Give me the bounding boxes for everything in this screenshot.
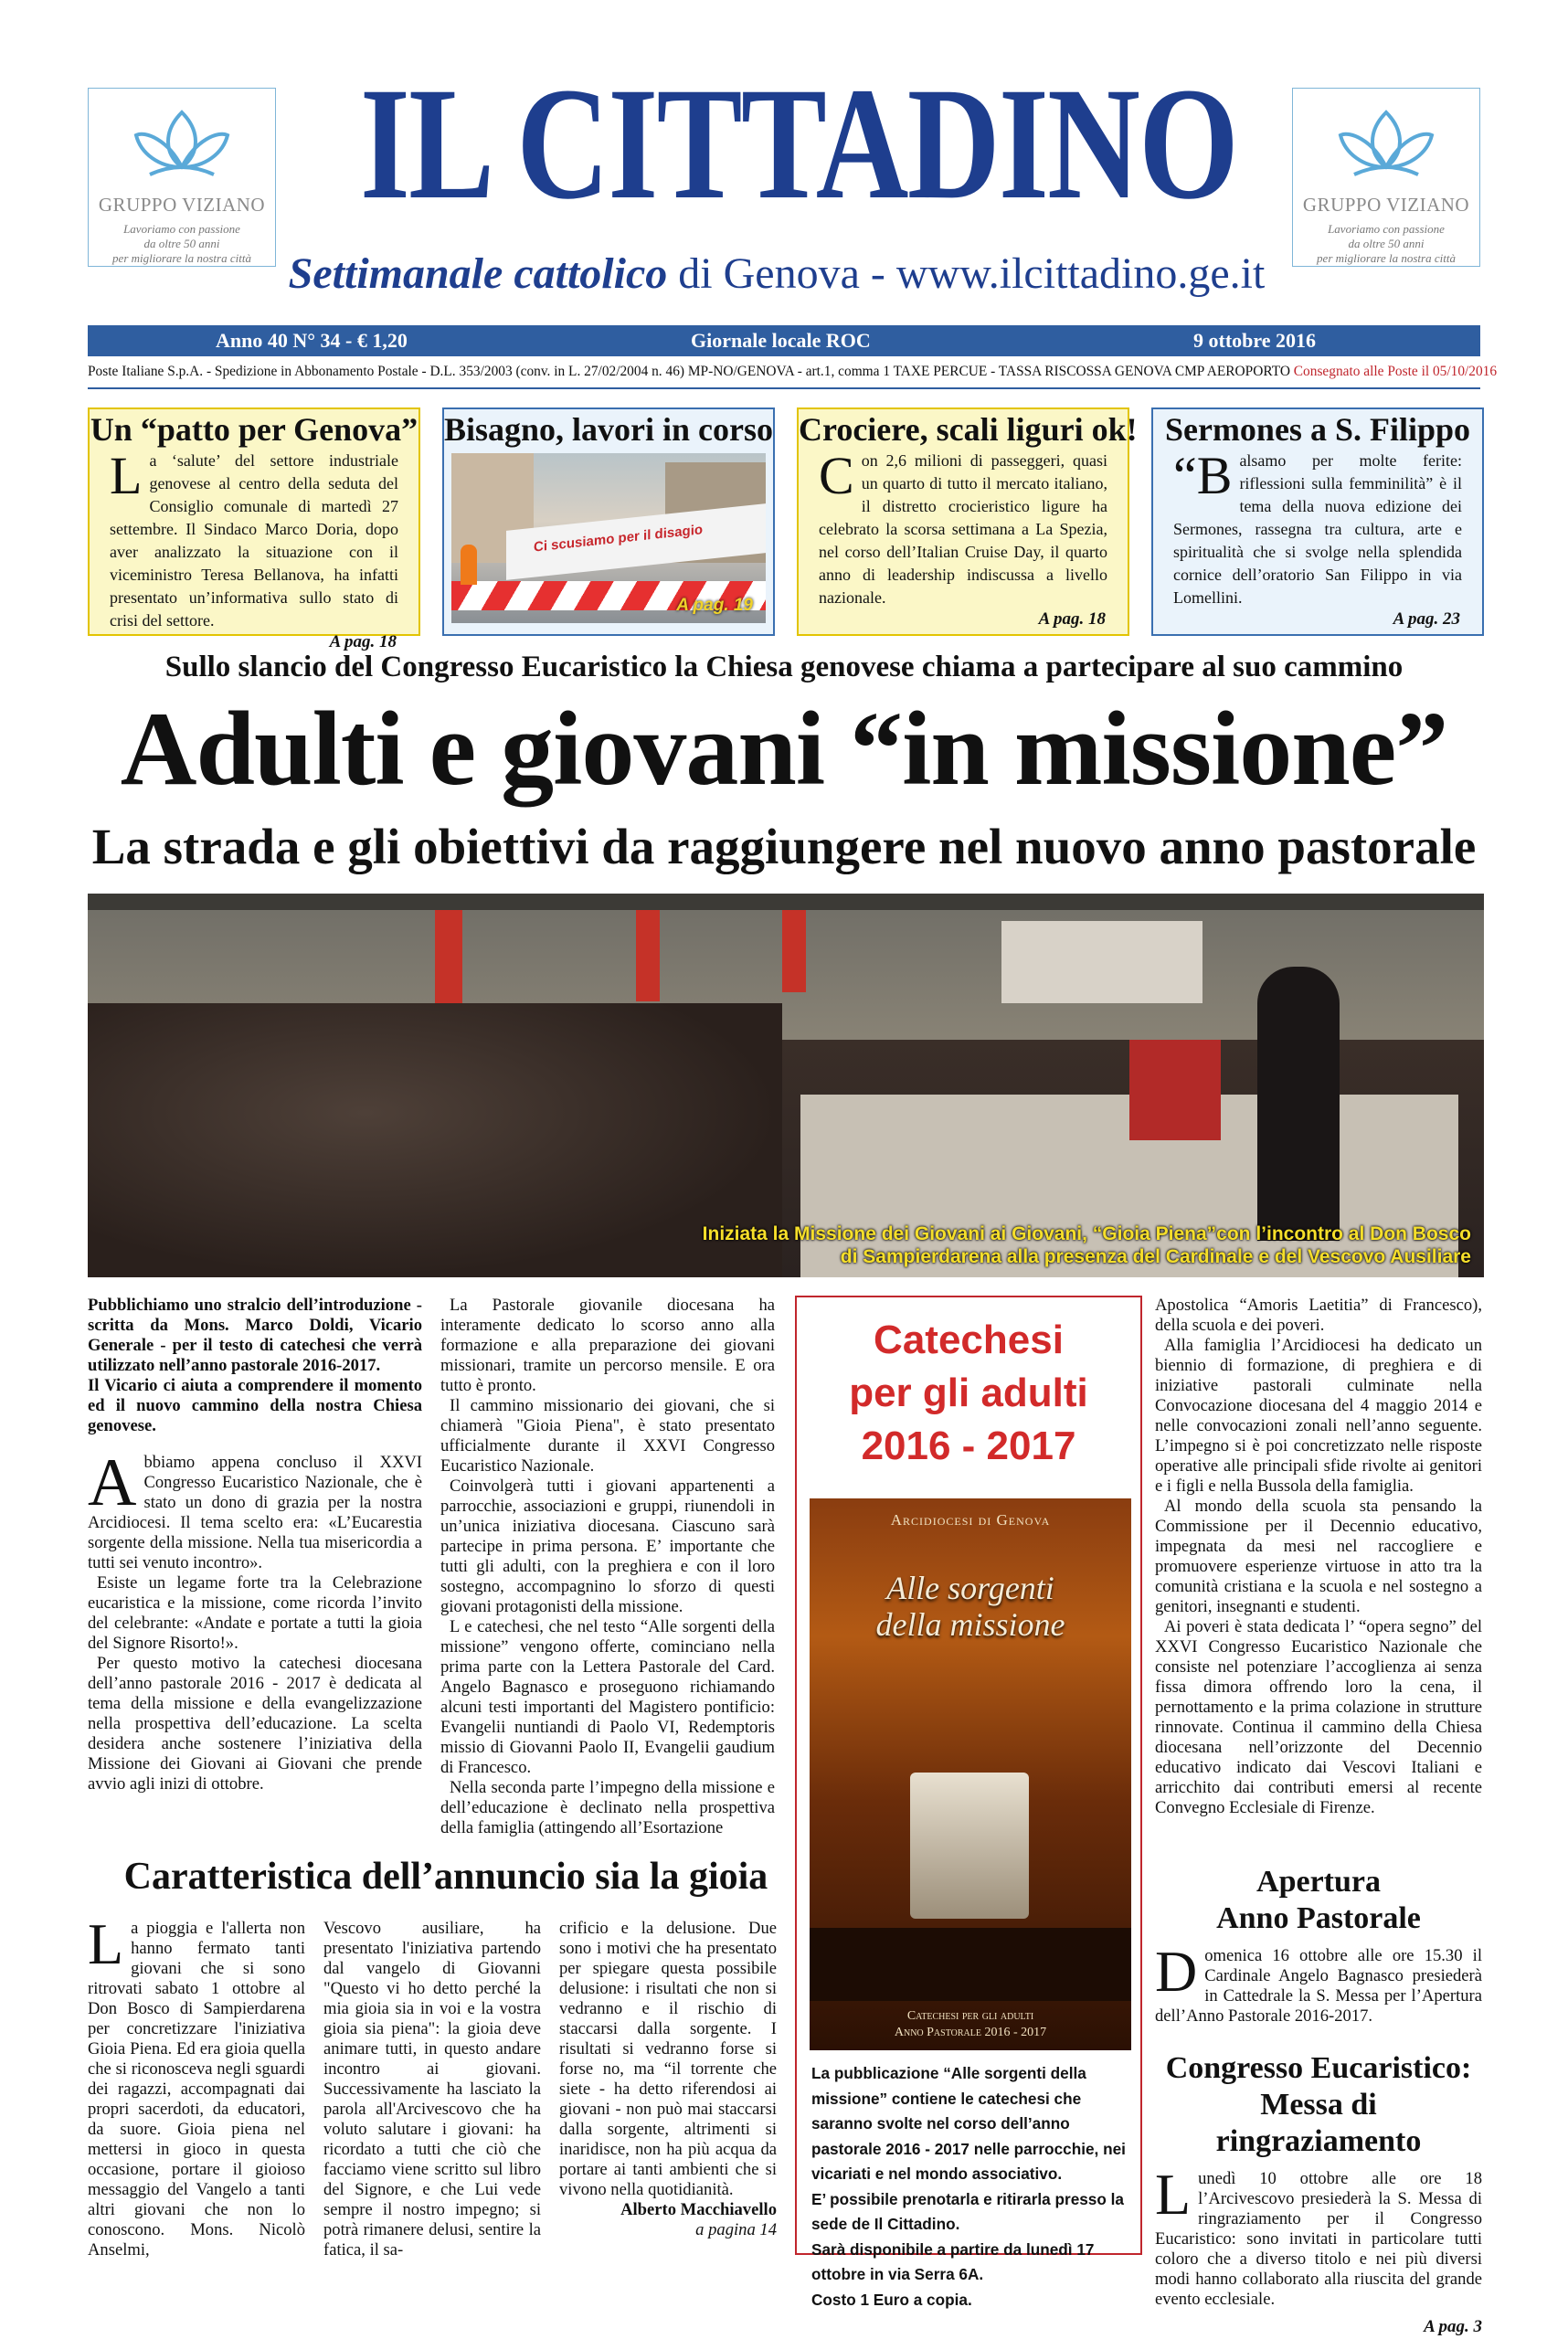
catechesi-text: La pubblicazione “Alle sorgenti della missione” contiene le catechesi che saranno svolte nel corso dell’anno pastorale 2016 - 2017 nelle parrocchie, nei vicariati e nel mondo associativo. E’ possibile prenotarla e ritirarla presso la sede de Il Cittadino. Sarà disponibile a partire da lunedì 17 ottobre in via Serra 6A. Costo 1 Euro a copia.: [811, 2064, 1126, 2309]
gioia-column-3: crificio e la delusione. Due sono i motivi che ha presentato per spiegare questa possibile delusione: i risultati che non si vedranno e il rischio di staccarsi dalla sorgente. I risultati si vedranno forse si forse no, ma “il torrente che siete - ha detto riferendosi ai giovani - non può mai staccarsi dalla sorgente, altrimenti si inaridisce, non ha più acqua da portare ai tanti ambienti che si vivono nella quotidianità. Alberto Macchiavello a pagina 14: [559, 1919, 777, 2239]
intro-text-2: Il Vicario ci aiuta a comprendere il momento ed il nuovo cammino della nostra Chiesa genovese.: [88, 1376, 422, 1435]
page-ref: A pag. 23: [1393, 609, 1460, 629]
ad-name: GRUPPO VIZIANO: [98, 194, 266, 216]
article-column-2: La Pastorale giovanile diocesana ha interamente dedicato lo scorso anno alla formazione e alla preparazione dei giovani missionari, tramite un percorso mensile. E ora tutto è pronto. Il cammino missionario dei giovani, che si chiamerà "Gioia Piena", è stato presentato ufficialmente durante il XXVI Congresso Eucaristico Nazionale. Coinvolgerà tutti i giovani appartenenti a parrocchie, associazioni e gruppi, riunendoli in un’unica iniziativa diocesana. Ciascuno sarà partecipe in prima persona. E’ importante che tutti gli adulti, con la preghiera e con il loro sostegno, accompagnino lo sforzo di questi giovani protagonisti della missione. L e catechesi, che nel testo “Alle sorgenti della missione” vengono offerte, cominciano nella prima parte con la Lettera Pastorale del Card. Angelo Bagnasco e proseguono richiamando alcuni testi importanti del Magistero pontificio: Evangelii nuntiandi di Paolo VI, Redemptoris missio di Giovanni Paolo II, Evangelii gaudium di Francesco. Nella seconda parte l’impegno della missione e dell’educazione è declinato nella prospettiva della famiglia (attingendo all’Esortazione: [440, 1296, 775, 1837]
dropcap: A: [88, 1445, 137, 1520]
ad-tagline: Lavoriamo con passione da oltre 50 anni per migliorare la nostra città: [1317, 222, 1456, 265]
teaser-sermones[interactable]: [1151, 407, 1484, 636]
headline-kicker: Sullo slancio del Congresso Eucaristico la Chiesa genovese chiama a partecipare al suo cammino: [164, 651, 1404, 683]
photo-page-ref: A pag. 19: [676, 596, 753, 615]
gioia-column-1: La pioggia e l'allerta non hanno fermato tanti giovani che si sono ritrovati sabato 1 ottobre al Don Bosco di Sampierdarena per concretizzare l'iniziativa Gioia Piena. Ed era gioia quella che si riconosceva negli sguardi dei ragazzi, accompagnati dai propri sacerdoti, da educatori, da suore. Gioia piena nel mettersi in gioco in questa occasione, portare il gioioso messaggio del Vangelo a tanti altri giovani che non lo conoscono. Mons. Nicolò Anselmi,: [88, 1911, 305, 2260]
book-title: Alle sorgenti della missione: [875, 1570, 1065, 1643]
ad-name: GRUPPO VIZIANO: [1302, 194, 1470, 216]
main-headline[interactable]: Adulti e giovani “in missione”: [120, 691, 1448, 808]
ad-tagline: Lavoriamo con passione da oltre 50 anni per migliorare la nostra città: [112, 222, 251, 265]
issue-number: Anno 40 N° 34 - € 1,20: [216, 329, 408, 352]
apertura-box: [1155, 1864, 1482, 2337]
article-column-3: Apostolica “Amoris Laetitia” di Francesco), della scuola e dei poveri. Alla famiglia l’Arcidiocesi ha dedicato un biennio di formazione, di preghiera e di iniziative pastorali culminate nella Convocazione diocesana del 4 maggio 2014 e nelle convocazioni zonali nell’anno seguente. L’impegno si è poi concretizzato nelle risposte operative alle principali sfide rivolte ai genitori e i figli e nella Bussola della famiglia. Al mondo della scuola sta pensando la Commissione per il Decennio educativo, impegnata da mesi nel raccogliere e promuovere esperienze virtuose in atto tra la comunità cristiana e la scuola e nel sostegno a genitori, insegnanti e studenti. Ai poveri è stata dedicata l’ “opera segno” del XXVI Congresso Eucaristico Nazionale che consiste nel potenziare l’accoglienza ai senza fissa dimora offrendo loro la cena, il pernottamento e la prima colazione in strutture rinnovate. Continua il cammino della Chiesa diocesana nell’orizzonte del Decennio educativo indicato dai Vescovi Italiani e arricchito dai contributi emersi al recente Convegno Ecclesiale di Firenze.: [1155, 1296, 1482, 1817]
banner-text: Ci scusiamo per il disagio: [534, 522, 704, 556]
congresso-title: Congresso Eucaristico: Messa di ringraziamento: [1165, 2051, 1472, 2158]
book-subtitle: Catechesi per gli adulti Anno Pastorale 2016 - 2017: [894, 2009, 1047, 2039]
newspaper-title: IL CITTADINO: [360, 55, 1238, 233]
article-column-1: Pubblichiamo uno stralcio dell’introduzione - scritta da Mons. Marco Doldi, Vicario Generale - per il testo di catechesi che verrà utilizzato nell’anno pastorale 2016-2017. Il Vicario ci aiuta a comprendere il momento ed il nuovo cammino della nostra Chiesa genovese. Abbiamo appena concluso il XXVI Congresso Eucaristico Nazionale, che è stato un dono di grazia per la nostra Arcidiocesi. Il tema scelto era: «L’Eucarestia sorgente della missione. Nella tua misericordia a tutti sei venuto incontro». Esiste un legame forte tra la Celebrazione eucaristica e la missione, come ricorda l’invito del celebrante: «Andate e portate a tutti la gioia del Signore Risorto!». Per questo motivo la catechesi diocesana dell’anno pastorale 2016 - 2017 è dedicata al tema della missione e della evangelizzazione nella prospettiva dell’educazione. La scelta desidera anche sostenere l’iniziativa della Missione dei Giovani ai Giovani che prende avvio agli inizi di ottobre.: [88, 1296, 422, 1794]
ad-gruppo-viziano-left[interactable]: [88, 88, 276, 267]
lotus-logo-icon: [1293, 103, 1479, 190]
teaser-patto-genova[interactable]: [88, 407, 420, 651]
divider: [88, 387, 1480, 389]
apertura-text: Domenica 16 ottobre alle ore 15.30 il Cardinale Angelo Bagnasco presiederà in Cattedrale la S. Messa per l’Apertura dell’Anno Pastorale 2016-2017.: [1155, 1939, 1482, 2026]
catechesi-title: Catechesi per gli adulti 2016 - 2017: [849, 1318, 1088, 1468]
newspaper-subtitle: Settimanale cattolico di Genova - www.ilcittadino.ge.it: [288, 249, 1266, 298]
ad-gruppo-viziano-right[interactable]: [1292, 88, 1480, 267]
teaser-text: Con 2,6 milioni di passeggeri, quasi un quarto di tutto il mercato italiano, il distretto crocieristico ligure ha celebrato la scorsa settimana a La Spezia, nel corso dell’Italian Cruise Day, il quarto anno di leadership indiscussa a livello nazionale.: [819, 446, 1107, 607]
photo-caption: Iniziata la Missione dei Giovani ai Giovani, “Gioia Piena”con l’incontro al Don Bosco di Sampierdarena alla presenza del Cardinale e del Vescovo Ausiliare: [702, 1223, 1471, 1267]
teaser-text: “Balsamo per molte ferite: riflessioni sulla femminilità” è il tema della nuova edizione dei Sermones, rassegna tra cultura, arte e spiritualità che si svolge nella splendida cornice dell’oratorio San Filippo in via Lomellini.: [1173, 446, 1462, 607]
teaser-text: La ‘salute’ del settore industriale genovese al centro della seduta del Consiglio comunale di martedì 27 settembre. Il Sindaco Marco Doria, dopo aver analizzato la situazione con il viceministro Teresa Bellanova, ha infatti presentato un’informativa sullo stato di crisi del settore.: [110, 446, 398, 630]
book-cover-image: [810, 1498, 1131, 2050]
main-photo: [88, 894, 1484, 1277]
dropcap: L: [88, 1911, 124, 1976]
catechesi-box[interactable]: [795, 1296, 1142, 2309]
page-ref: A pag. 3: [1424, 2317, 1482, 2336]
bisagno-photo: [451, 453, 766, 623]
page-ref: A pag. 18: [1038, 609, 1106, 629]
intro-text: Pubblichiamo uno stralcio dell’introduzione - scritta da Mons. Marco Doldi, Vicario Generale - per il testo di catechesi che verrà utilizzato nell’anno pastorale 2016-2017.: [88, 1296, 422, 1375]
teaser-bisagno[interactable]: [442, 407, 775, 636]
author: Alberto Macchiavello: [620, 2200, 777, 2219]
postal-info: Poste Italiane S.p.A. - Spedizione in Abbonamento Postale - D.L. 353/2003 (conv. in L. 27/02/2004 n. 46) MP-NO/GENOVA - art.1, comma 1 TAXE PERCUE - TASSA RISCOSSA GENOVA CMP AEROPORTO Consegnato alle Poste il 05/10/2016: [88, 364, 1498, 379]
section-heading-gioia[interactable]: Caratteristica dell’annuncio sia la gioia: [123, 1856, 768, 1898]
newspaper-type: Giornale locale ROC: [691, 329, 871, 352]
page-ref: a pagina 14: [695, 2220, 777, 2239]
teaser-crociere[interactable]: [797, 407, 1138, 636]
gioia-column-2: Vescovo ausiliare, ha presentato l'iniziativa partendo dal vangelo di Giovanni "Questo vi ho detto perché la mia gioia sia in voi e la vostra gioia sia piena": la gioia deve animare tutti, in questo andare incontro ai giovani. Successivamente ha lasciato la parola all'Arcivescovo che ha voluto salutare i giovani: ha ricordato a tutti che ciò che facciamo viene scritto sul libro del Signore, e che Lui vede sempre il nostro impegno; si potrà rimanere delusi, sentire la fatica, il sa-: [323, 1919, 541, 2260]
teaser-title: Un “patto per Genova”: [90, 411, 418, 448]
sub-headline: La strada e gli obiettivi da raggiungere nel nuovo anno pastorale: [91, 819, 1477, 874]
issue-info-bar: [88, 325, 1480, 356]
teaser-title: Bisagno, lavori in corso: [444, 411, 774, 448]
apertura-title: Apertura Anno Pastorale: [1216, 1865, 1421, 1935]
teaser-title: Sermones a S. Filippo: [1164, 411, 1471, 448]
lotus-logo-icon: [89, 103, 275, 190]
teaser-title: Crociere, scali liguri ok!: [799, 411, 1138, 448]
book-publisher: Arcidiocesi di Genova: [890, 1511, 1051, 1529]
page-ref: A pag. 18: [329, 632, 397, 651]
congresso-text: Lunedì 10 ottobre alle ore 18 l’Arcivescovo presiederà la S. Messa di ringraziamento per il Congresso Eucaristico: sono invitati in particolare tutti coloro che a diverso titolo e nei più diversi modi hanno collaborato alla riuscita del grande evento ecclesiale.: [1155, 2162, 1482, 2309]
issue-date: 9 ottobre 2016: [1193, 329, 1317, 352]
